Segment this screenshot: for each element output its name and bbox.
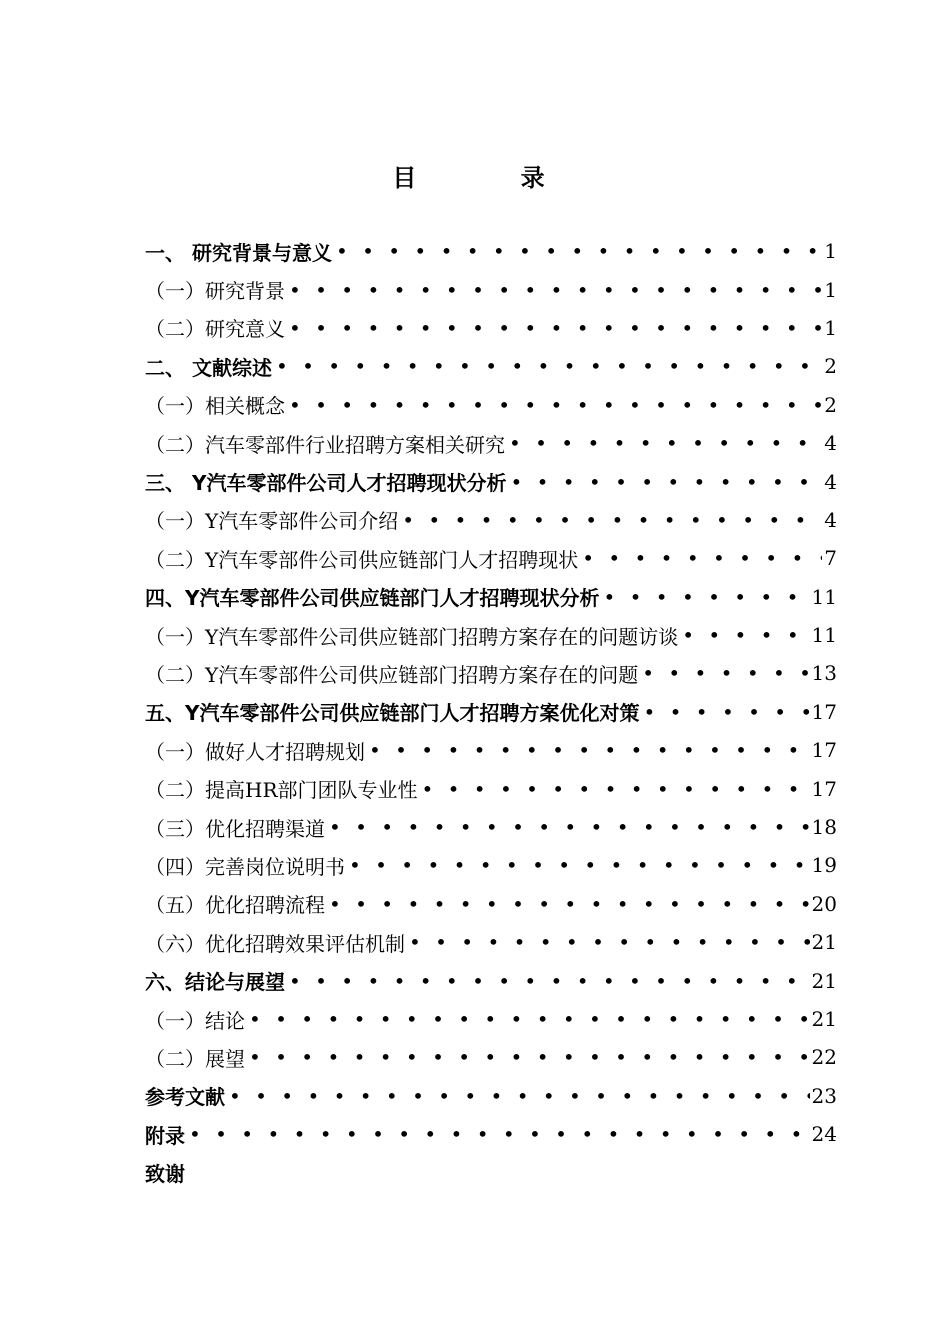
toc-entry-page-number: 4 xyxy=(824,507,837,532)
toc-entry[interactable] xyxy=(145,961,837,999)
toc-entry[interactable] xyxy=(145,846,837,884)
toc-entry-label: （一）Y汽车零部件公司介绍 xyxy=(145,509,399,534)
toc-leader-dots xyxy=(276,354,822,378)
toc-leader-dots xyxy=(603,585,809,609)
toc-entry[interactable] xyxy=(145,424,837,462)
toc-leader-dots xyxy=(682,623,809,647)
toc-entry-label: （一）做好人才招聘规划 xyxy=(145,739,365,764)
toc-entry[interactable] xyxy=(145,347,837,385)
toc-entry-label: 二、 文献综述 xyxy=(145,355,272,380)
toc-entry-label: （五）优化招聘流程 xyxy=(145,893,325,918)
toc-entry-label: 一、 研究背景与意义 xyxy=(145,240,332,265)
toc-leader-dots xyxy=(229,1084,810,1108)
toc-entry[interactable] xyxy=(145,885,837,923)
toc-leader-dots xyxy=(582,546,822,570)
toc-entry-page-number: 24 xyxy=(811,1122,837,1147)
toc-leader-dots xyxy=(409,930,810,954)
toc-entry-page-number: 17 xyxy=(811,776,837,801)
toc-entry-label: （四）完善岗位说明书 xyxy=(145,854,345,879)
toc-entry-label: 三、 Y汽车零部件公司人才招聘现状分析 xyxy=(145,471,507,496)
toc-leader-dots xyxy=(402,508,822,532)
toc-leader-dots xyxy=(289,969,810,993)
toc-entry-page-number: 11 xyxy=(811,584,837,609)
toc-entry-page-number: 11 xyxy=(811,623,837,648)
toc-entry[interactable] xyxy=(145,309,837,347)
toc-leader-dots xyxy=(369,738,810,762)
toc-entry[interactable] xyxy=(145,923,837,961)
toc-entry-page-number: 4 xyxy=(824,469,837,494)
toc-leader-dots xyxy=(643,700,809,724)
toc-entry-label: （六）优化招聘效果评估机制 xyxy=(145,931,405,956)
toc-entry-page-number: 4 xyxy=(824,431,837,456)
toc-entry-label: （一）结论 xyxy=(145,1008,245,1033)
toc-leader-dots xyxy=(510,470,822,494)
toc-leader-dots xyxy=(329,815,810,839)
toc-entry[interactable] xyxy=(145,1077,837,1115)
toc-entry-label: （二）研究意义 xyxy=(145,317,285,342)
toc-entry-label: （二）汽车零部件行业招聘方案相关研究 xyxy=(145,432,505,457)
toc-leader-dots xyxy=(349,853,810,877)
toc-entry-label: （一）研究背景 xyxy=(145,279,285,304)
toc-leader-dots xyxy=(422,777,810,801)
toc-entry-page-number: 21 xyxy=(811,930,837,955)
toc-entry[interactable] xyxy=(145,270,837,308)
toc-entry-page-number: 21 xyxy=(811,968,837,993)
toc-entry[interactable] xyxy=(145,808,837,846)
toc-leader-dots xyxy=(289,393,822,417)
toc-entry-label: （一）相关概念 xyxy=(145,394,285,419)
toc-entry[interactable] xyxy=(145,386,837,424)
toc-entry-page-number: 2 xyxy=(824,354,837,379)
toc-entry-label: （二）Y汽车零部件公司供应链部门招聘方案存在的问题 xyxy=(145,662,639,687)
toc-entry[interactable] xyxy=(145,1038,837,1076)
toc-entry-label: （一）Y汽车零部件公司供应链部门招聘方案存在的问题访谈 xyxy=(145,624,679,649)
toc-entry-page-number: 1 xyxy=(824,277,837,302)
toc-entry[interactable] xyxy=(145,654,837,692)
toc-title: 目 录 xyxy=(392,164,593,192)
toc-entry-page-number: 21 xyxy=(811,1007,837,1031)
toc-entry-label: （二）提高HR部门团队专业性 xyxy=(145,778,418,803)
toc-leader-dots xyxy=(249,1045,810,1069)
toc-entry-label: 四、Y汽车零部件公司供应链部门人才招聘现状分析 xyxy=(145,586,600,611)
toc-entry-label: （三）优化招聘渠道 xyxy=(145,816,325,841)
table-of-contents xyxy=(145,232,837,1192)
toc-entry[interactable] xyxy=(145,731,837,769)
toc-entry[interactable] xyxy=(145,1000,837,1038)
toc-entry-label: 五、Y汽车零部件公司供应链部门人才招聘方案优化对策 xyxy=(145,701,640,726)
toc-entry-page-number: 17 xyxy=(811,699,837,724)
toc-leader-dots xyxy=(336,239,822,263)
toc-leader-dots xyxy=(289,278,822,302)
toc-entry-label: （二）展望 xyxy=(145,1046,245,1071)
toc-entry-label: 六、结论与展望 xyxy=(145,970,285,995)
toc-entry-page-number: 2 xyxy=(824,392,837,417)
toc-entry[interactable] xyxy=(145,1115,837,1153)
toc-entry[interactable] xyxy=(145,693,837,731)
toc-entry-page-number: 22 xyxy=(811,1045,837,1070)
toc-entry[interactable] xyxy=(145,539,837,577)
toc-entry-page-number: 17 xyxy=(811,738,837,763)
toc-entry-page-number: 18 xyxy=(811,815,837,840)
toc-entry-page-number: 13 xyxy=(811,661,837,686)
toc-entry[interactable] xyxy=(145,769,837,807)
toc-entry-label: 参考文献 xyxy=(145,1085,225,1110)
toc-entry[interactable] xyxy=(145,616,837,654)
toc-entry-page-number: 23 xyxy=(811,1083,837,1108)
toc-entry[interactable] xyxy=(145,578,837,616)
toc-leader-dots xyxy=(642,661,809,685)
toc-entry-page-number: 1 xyxy=(824,239,837,264)
toc-entry-page-number: 1 xyxy=(824,315,837,340)
toc-entry-label: 致谢 xyxy=(145,1162,185,1187)
toc-entry-page-number: 20 xyxy=(811,891,837,916)
toc-leader-dots xyxy=(509,431,822,455)
toc-entry-page-number: 19 xyxy=(811,853,837,878)
toc-entry[interactable] xyxy=(145,232,837,270)
toc-entry[interactable] xyxy=(145,462,837,500)
toc-leader-dots xyxy=(289,316,822,340)
toc-leader-dots xyxy=(249,1007,810,1031)
toc-entry-label: 附录 xyxy=(145,1123,185,1148)
toc-entry[interactable] xyxy=(145,1153,837,1191)
toc-leader-dots xyxy=(189,1122,810,1146)
toc-entry-page-number: 7 xyxy=(824,546,837,571)
toc-entry[interactable] xyxy=(145,501,837,539)
toc-leader-dots xyxy=(329,892,810,916)
toc-entry-label: （二）Y汽车零部件公司供应链部门人才招聘现状 xyxy=(145,547,579,572)
